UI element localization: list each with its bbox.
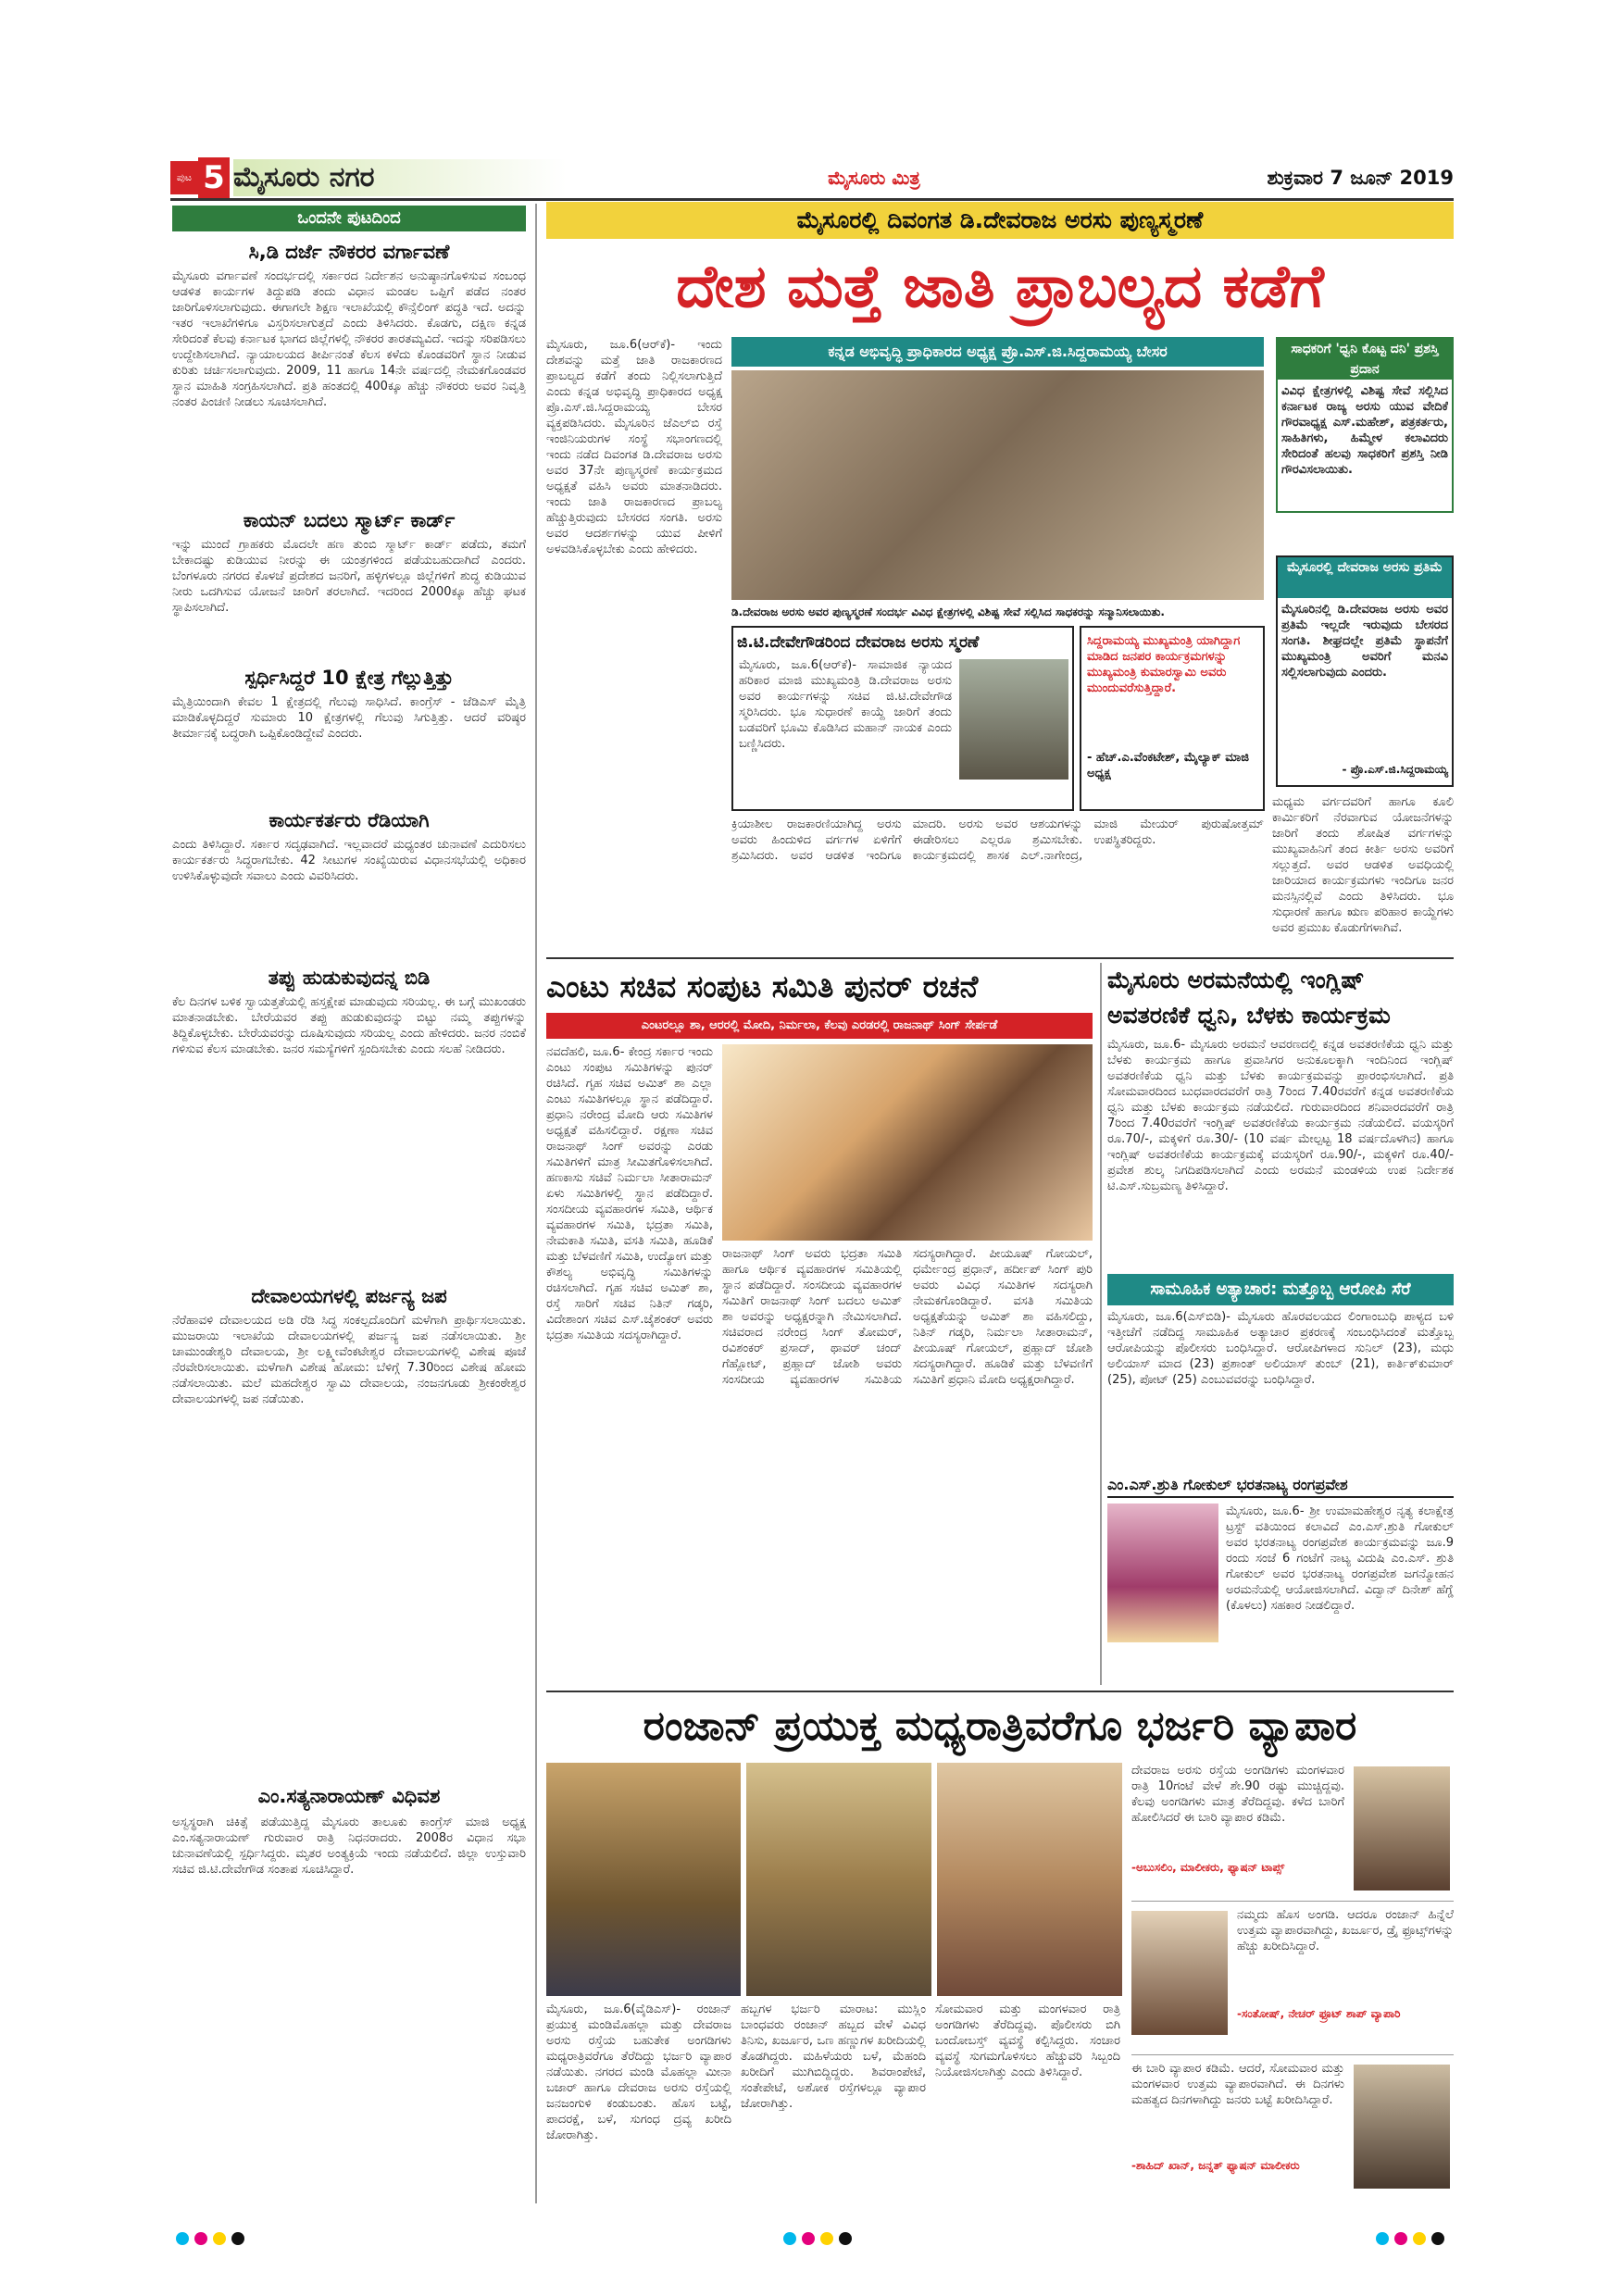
statue-body: ಮೈಸೂರಿನಲ್ಲಿ ಡಿ.ದೇವರಾಜ ಅರಸು ಅವರ ಪ್ರತಿಮೆ ಇಲ್ಲದೇ ಇರುವುದು ಬೇಸರದ ಸಂಗತಿ. ಶೀಘ್ರದಲ್ಲೇ ಪ್ರತಿಮೆ ಸ್ಥಾಪನೆಗೆ ಮುಖ್ಯಮಂತ್ರಿ ಅವರಿಗೆ ಮನವಿ ಸಲ್ಲಿಸಲಾಗುವುದು ಎಂದರು. (1281, 603, 1448, 680)
page-label: ಪುಟ (170, 161, 198, 194)
award-title: ಸಾಧಕರಿಗೆ 'ಧ್ವನಿ ಕೊಟ್ಟ ದನಿ' ಪ್ರಶಸ್ತಿ ಪ್ರದಾನ (1278, 339, 1452, 380)
top-story-banner: ಕನ್ನಡ ಅಭಿವೃದ್ಧಿ ಪ್ರಾಧಿಕಾರದ ಅಧ್ಯಕ್ಷ ಪ್ರೊ.ಎಸ್.ಜಿ.ಸಿದ್ದರಾಮಯ್ಯ ಬೇಸರ (731, 337, 1264, 367)
statue-attribution: - ಪ್ರೊ.ಎಸ್.ಜಿ.ಸಿದ್ದರಾಮಯ್ಯ (1342, 763, 1448, 776)
top-story-body-mid: ಕ್ರಿಯಾಶೀಲ ರಾಜಕಾರಣಿಯಾಗಿದ್ದ ಅರಸು ಅವರು ಹಿಂದುಳಿದ ವರ್ಗಗಳ ಏಳಿಗೆಗೆ ಶ್ರಮಿಸಿದರು. ಅವರ ಆಡಳಿತ ಇಂದಿಗೂ ಮಾದರಿ. ಅರಸು ಅವರ ಆಶಯಗಳನ್ನು ಈಡೇರಿಸಲು ಎಲ್ಲರೂ ಶ್ರಮಿಸಬೇಕು. ಕಾರ್ಯಕ್ರಮದಲ್ಲಿ ಶಾಸಕ ಎಲ್.ನಾಗೇಂದ್ರ, ಮಾಜಿ ಮೇಯರ್ ಪುರುಷೋತ್ತಮ್ ಉಪಸ್ಥಿತರಿದ್ದರು. (731, 817, 1264, 863)
assault-body: ಮೈಸೂರು, ಜೂ.6(ಎಸ್‌ಬಿಡಿ)- ಮೈಸೂರು ಹೊರವಲಯದ ಲಿಂಗಾಂಬುಧಿ ಪಾಳ್ಯದ ಬಳಿ ಇತ್ತೀಚೆಗೆ ನಡೆದಿದ್ದ ಸಾಮೂಹಿಕ ಅತ್ಯಾಚಾರ ಪ್ರಕರಣಕ್ಕೆ ಸಂಬಂಧಿಸಿದಂತೆ ಮತ್ತೊಬ್ಬ ಆರೋಪಿಯನ್ನು ಪೊಲೀಸರು ಬಂಧಿಸಿದ್ದಾರೆ. ಆರೋಪಿಗಳಾದ ಸುನಿಲ್ (23), ಮಧು ಅಲಿಯಾಸ್ ಮಾದ (23) ಪ್ರಶಾಂತ್ ಅಲಿಯಾಸ್ ತುಂಬ್ (21), ಕಾರ್ತಿಕ್‌ಕುಮಾರ್ (25), ಪೋಟ್ (25) ಎಂಬುವವರನ್ನು ಬಂಧಿಸಿದ್ದಾರೆ. (1107, 1310, 1454, 1387)
headline-seats: ಸ್ಪರ್ಧಿಸಿದ್ದರೆ 10 ಕ್ಷೇತ್ರ ಗೆಲ್ಲುತ್ತಿತ್ತು (244, 667, 454, 689)
dancer-photo (1107, 1504, 1218, 1642)
palace-headline: ಮೈಸೂರು ಅರಮನೆಯಲ್ಲಿ ಇಂಗ್ಲಿಷ್ ಅವತರಣಿಕೆ ಧ್ವನಿ, ಬೆಳಕು ಕಾರ್ಯಕ್ರಮ (1107, 967, 1391, 1029)
ceremony-photo-caption: ಡಿ.ದೇವರಾಜ ಅರಸು ಅವರ ಪುಣ್ಯಸ್ಮರಣೆ ಸಂದರ್ಭ ವಿವಿಧ ಕ್ಷೇತ್ರಗಳಲ್ಲಿ ವಿಶಿಷ್ಟ ಸೇವೆ ಸಲ್ಲಿಸಿದ ಸಾಧಕರನ್ನು ಸನ್ಮಾನಿಸಲಾಯಿತು. (731, 605, 1165, 618)
ramzan-col3: ಸೋಮವಾರ ಮತ್ತು ಮಂಗಳವಾರ ರಾತ್ರಿ ಅಂಗಡಿಗಳು ತೆರೆದಿದ್ದವು. ಪೊಲೀಸರು ಬಿಗಿ ಬಂದೋಬಸ್ತ್ ವ್ಯವಸ್ಥೆ ಕಲ್ಪಿಸಿದ್ದರು. ಸಂಚಾರ ವ್ಯವಸ್ಥೆ ಸುಗಮಗೊಳಿಸಲು ಹೆಚ್ಚುವರಿ ಸಿಬ್ಬಂದಿ ನಿಯೋಜಿಸಲಾಗಿತ್ತು ಎಂದು ತಿಳಿಸಿದ್ದಾರೆ. (935, 2003, 1120, 2079)
body-temples: ನೆರೆಹಾವಳಿ ದೇವಾಲಯದ ಅಡಿ ರೆಡಿ ಸಿದ್ಧ ಸಂಕಲ್ಪದೊಂದಿಗೆ ಮಳೆಗಾಗಿ ಪ್ರಾರ್ಥಿಸಲಾಯಿತು. ಮುಜರಾಯಿ ಇಲಾಖೆಯ ದೇವಾಲಯಗಳಲ್ಲಿ ಪರ್ಜನ್ಯ ಜಪ ನಡೆಸಲಾಯಿತು. ಶ್ರೀ ಚಾಮುಂಡೇಶ್ವರಿ ದೇವಾಲಯ, ಶ್ರೀ ಲಕ್ಷ್ಮೀವೆಂಕಟೇಶ್ವರ ದೇವಾಲಯಗಳಲ್ಲಿ ವಿಶೇಷ ಪೂಜೆ ನೆರವೇರಿಸಲಾಯಿತು. ಮಳೆಗಾಗಿ ವಿಶೇಷ ಹೋಮ: ಬೆಳಿಗ್ಗೆ 7.30ರಿಂದ ವಿಶೇಷ ಹೋಮ ನಡೆಸಲಾಯಿತು. ಮಲೆ ಮಹದೇಶ್ವರ ಸ್ವಾಮಿ ದೇವಾಲಯ, ನಂಜನಗೂಡು ಶ್ರೀಕಂಠೇಶ್ವರ ದೇವಾಲಯಗಳಲ್ಲಿ ಜಪ ನಡೆಯಿತು. (172, 1314, 526, 1406)
award-box (1276, 337, 1454, 513)
ramzan-col2: ಹಬ್ಬಗಳ ಭರ್ಜರಿ ಮಾರಾಟ: ಮುಸ್ಲಿಂ ಬಾಂಧವರು ರಂಜಾನ್ ಹಬ್ಬದ ವೇಳೆ ವಿವಿಧ ತಿನಿಸು, ಖರ್ಜೂರ, ಒಣ ಹಣ್ಣುಗಳ ಖರೀದಿಯಲ್ಲಿ ತೊಡಗಿದ್ದರು. ಮಹಿಳೆಯರು ಬಳೆ, ಮೆಹಂದಿ ಖರೀದಿಗೆ ಮುಗಿಬಿದ್ದಿದ್ದರು. ಶಿವರಾಂಪೇಟೆ, ಸಂತೇಪೇಟೆ, ಅಶೋಕ ರಸ್ತೆಗಳಲ್ಲೂ ವ್ಯಾಪಾರ ಜೋರಾಗಿತ್ತು. (741, 2003, 926, 2111)
body-seats: ಮೈತ್ರಿಯಿಂದಾಗಿ ಕೇವಲ 1 ಕ್ಷೇತ್ರದಲ್ಲಿ ಗೆಲುವು ಸಾಧಿಸಿದೆ. ಕಾಂಗ್ರೆಸ್ - ಜೆಡಿಎಸ್ ಮೈತ್ರಿ ಮಾಡಿಕೊಳ್ಳದಿದ್ದರೆ ಸುಮಾರು 10 ಕ್ಷೇತ್ರಗಳಲ್ಲಿ ಗೆಲುವು ಸಿಗುತ್ತಿತ್ತು. ಆದರೆ ವರಿಷ್ಠರ ತೀರ್ಮಾನಕ್ಕೆ ಬದ್ಧರಾಗಿ ಒಪ್ಪಿಕೊಂಡಿದ್ದೇವೆ ಎಂದರು. (172, 695, 526, 741)
dance-body: ಮೈಸೂರು, ಜೂ.6- ಶ್ರೀ ಉಮಾಮಹೇಶ್ವರ ನೃತ್ಯ ಕಲಾಕ್ಷೇತ್ರ ಟ್ರಸ್ಟ್ ವತಿಯಿಂದ ಕಲಾವಿದೆ ಎಂ.ಎಸ್.ಶ್ರುತಿ ಗೋಕುಲ್ ಅವರ ಭರತನಾಟ್ಯ ರಂಗಪ್ರವೇಶ ಕಾರ್ಯಕ್ರಮವನ್ನು ಜೂ.9 ರಂದು ಸಂಜೆ 6 ಗಂಟೆಗೆ ನಾಟ್ಯ ವಿದುಷಿ ಎಂ.ಎಸ್. ಶ್ರುತಿ ಗೋಕುಲ್ ಅವರ ಭರತನಾಟ್ಯ ರಂಗಪ್ರವೇಶ ಜಗನ್ಮೋಹನ ಅರಮನೆಯಲ್ಲಿ ಆಯೋಜಿಸಲಾಗಿದೆ. ವಿದ್ವಾನ್ ದಿನೇಶ್ ಹೆಗ್ಡೆ (ಕೊಳಲು) ಸಹಕಾರ ನೀಡಲಿದ್ದಾರೆ. (1226, 1504, 1454, 1613)
page-number: 5 (198, 157, 230, 198)
registration-marks-center (783, 2231, 894, 2250)
vendor-quote-1 (1131, 1763, 1454, 1902)
left-column (172, 204, 526, 2203)
cabinet-body-left: ನವದೆಹಲಿ, ಜೂ.6- ಕೇಂದ್ರ ಸರ್ಕಾರ ಇಂದು ಎಂಟು ಸಂಪುಟ ಸಮಿತಿಗಳನ್ನು ಪುನರ್ ರಚಿಸಿದೆ. ಗೃಹ ಸಚಿವ ಅಮಿತ್ ಶಾ ಎಲ್ಲಾ ಎಂಟು ಸಮಿತಿಗಳಲ್ಲೂ ಸ್ಥಾನ ಪಡೆದಿದ್ದಾರೆ. ಪ್ರಧಾನಿ ನರೇಂದ್ರ ಮೋದಿ ಆರು ಸಮಿತಿಗಳ ಅಧ್ಯಕ್ಷತೆ ವಹಿಸಲಿದ್ದಾರೆ. ರಕ್ಷಣಾ ಸಚಿವ ರಾಜನಾಥ್ ಸಿಂಗ್ ಅವರನ್ನು ಎರಡು ಸಮಿತಿಗಳಿಗೆ ಮಾತ್ರ ಸೀಮಿತಗೊಳಿಸಲಾಗಿದೆ. ಹಣಕಾಸು ಸಚಿವೆ ನಿರ್ಮಲಾ ಸೀತಾರಾಮನ್ ಏಳು ಸಮಿತಿಗಳಲ್ಲಿ ಸ್ಥಾನ ಪಡೆದಿದ್ದಾರೆ. ಸಂಸದೀಯ ವ್ಯವಹಾರಗಳ ಸಮಿತಿ, ಆರ್ಥಿಕ ವ್ಯವಹಾರಗಳ ಸಮಿತಿ, ಭದ್ರತಾ ಸಮಿತಿ, ನೇಮಕಾತಿ ಸಮಿತಿ, ವಸತಿ ಸಮಿತಿ, ಹೂಡಿಕೆ ಮತ್ತು ಬೆಳವಣಿಗೆ ಸಮಿತಿ, ಉದ್ಯೋಗ ಮತ್ತು ಕೌಶಲ್ಯ ಅಭಿವೃದ್ಧಿ ಸಮಿತಿಗಳನ್ನು ರಚಿಸಲಾಗಿದೆ. ಗೃಹ ಸಚಿವ ಅಮಿತ್ ಶಾ, ರಸ್ತೆ ಸಾರಿಗೆ ಸಚಿವ ನಿತಿನ್ ಗಡ್ಕರಿ, ವಿದೇಶಾಂಗ ಸಚಿವ ಎಸ್.ಜೈಶಂಕರ್ ಅವರು ಭದ್ರತಾ ಸಮಿತಿಯ ಸದಸ್ಯರಾಗಿದ್ದಾರೆ. (546, 1045, 713, 1342)
dance-headline: ಎಂ.ಎಸ್.ಶ್ರುತಿ ಗೋಕುಲ್ ಭರತನಾಟ್ಯ ರಂಗಪ್ರವೇಶ (1107, 1472, 1454, 1498)
award-body: ವಿವಿಧ ಕ್ಷೇತ್ರಗಳಲ್ಲಿ ವಿಶಿಷ್ಟ ಸೇವೆ ಸಲ್ಲಿಸಿದ ಕರ್ನಾಟಕ ರಾಜ್ಯ ಅರಸು ಯುವ ವೇದಿಕೆ ಗೌರವಾಧ್ಯಕ್ಷ ಎಸ್.ಮಹೇಶ್, ಪತ್ರಕರ್ತರು, ಸಾಹಿತಿಗಳು, ಹಿಮ್ಮೇಳ ಕಲಾವಿದರು ಸೇರಿದಂತೆ ಹಲವು ಸಾಧಕರಿಗೆ ಪ್ರಶಸ್ತಿ ನೀಡಿ ಗೌರವಿಸಲಾಯಿತು. (1281, 384, 1448, 477)
sub-story-headline: ಜಿ.ಟಿ.ದೇವೇಗೌಡರಿಂದ ದೇವರಾಜ ಅರಸು ಸ್ಮರಣೆ (737, 633, 980, 652)
palace-story (1107, 963, 1454, 1268)
vendor-quote-3-attr: -ಶಾಹಿದ್ ಖಾನ್, ಜನ್ನತ್ ಫ್ಯಾಷನ್ ಮಾಲೀಕರು (1131, 2159, 1300, 2172)
headline-workers: ಕಾರ್ಯಕರ್ತರು ರೆಡಿಯಾಗಿ (269, 809, 430, 831)
headline-transfer: ಸಿ,ಡಿ ದರ್ಜೆ ನೌಕರರ ವರ್ಗಾವಣೆ (248, 241, 450, 263)
body-transfer: ಮೈಸೂರು ವರ್ಗಾವಣೆ ಸಂದರ್ಭದಲ್ಲಿ ಸರ್ಕಾರದ ನಿರ್ದೇಶನ ಅನುಷ್ಠಾನಗೊಳಿಸುವ ಸಂಬಂಧ ಆಡಳಿತ ಕಾರ್ಯಗಳ ತಿದ್ದುಪಡಿ ತಂದು ವಿಧಾನ ಮಂಡಲ ಒಪ್ಪಿಗೆ ಪಡೆದ ನಂತರ ಜಾರಿಗೊಳಿಸಲಾಗುವುದು. ಈಗಾಗಲೇ ಶಿಕ್ಷಣ ಇಲಾಖೆಯಲ್ಲಿ ಕೌನ್ಸೆಲಿಂಗ್ ಪದ್ಧತಿ ಇದೆ. ಅದನ್ನು ಇತರ ಇಲಾಖೆಗಳಿಗೂ ವಿಸ್ತರಿಸಲಾಗುತ್ತದೆ ಎಂದು ತಿಳಿಸಿದರು. ಕೊಡಗು, ದಕ್ಷಿಣ ಕನ್ನಡ ಸೇರಿದಂತೆ ಕೆಲವು ಕರ್ನಾಟಕ ಭಾಗದ ಜಿಲ್ಲೆಗಳಲ್ಲಿ ನೌಕರರ ತಾರತಮ್ಯವಿದೆ. ಇದನ್ನು ಸರಿಪಡಿಸಲು ಉದ್ದೇಶಿಸಲಾಗಿದೆ. ನ್ಯಾಯಾಲಯದ ತೀರ್ಪಿನಂತೆ ಕೆಲಸ ಕಳೆದು ಕೊಂಡವರಿಗೆ ಸ್ಥಾನ ನೀಡುವ ಕುರಿತು ಚರ್ಚಿಸಲಾಗುವುದು. 2009, 11 ಹಾಗೂ 14ನೇ ವರ್ಷದಲ್ಲಿ ನೇಮಕಗೊಂಡವರ ಸ್ಥಾನ ಮಾಹಿತಿ ಸಂಗ್ರಹಿಸಲಾಗಿದೆ. ಪ್ರತಿ ಹಂತದಲ್ಲಿ 400ಕ್ಕೂ ಹೆಚ್ಚು ನೌಕರರು ಅವರ ನಿವೃತ್ತಿ ನಂತರ ಪಿಂಚಣಿ ನೀಡಲು ಸೂಚಿಸಲಾಗಿದೆ. (172, 269, 526, 409)
top-story-kicker: ಮೈಸೂರಲ್ಲಿ ದಿವಂಗತ ಡಿ.ದೇವರಾಜ ಅರಸು ಪುಣ್ಯಸ್ಮರಣೆ (546, 202, 1454, 239)
body-mistakes: ಕೆಲ ದಿನಗಳ ಬಳಿಕ ಸ್ವಾಯತ್ತತೆಯಲ್ಲಿ ಹಸ್ತಕ್ಷೇಪ ಮಾಡುವುದು ಸರಿಯಲ್ಲ. ಈ ಬಗ್ಗೆ ಮುಖಂಡರು ಮಾತನಾಡಬೇಕು. ಬೇರೆಯವರ ತಪ್ಪು ಹುಡುಕುವುದನ್ನು ಬಿಟ್ಟು ನಮ್ಮ ತಪ್ಪುಗಳನ್ನು ತಿದ್ದಿಕೊಳ್ಳಬೇಕು. ಬೇರೆಯವರನ್ನು ದೂಷಿಸುವುದು ಸರಿಯಲ್ಲ ಎಂದು ಹೇಳಿದರು. ಜನರ ನಂಬಿಕೆ ಗಳಿಸುವ ಕೆಲಸ ಮಾಡಬೇಕು. ಜನರ ಸಮಸ್ಯೆಗಳಿಗೆ ಸ್ಪಂದಿಸಬೇಕು ಎಂದು ಸಲಹೆ ನೀಡಿದರು. (172, 995, 526, 1056)
vendor-quote-2-attr: -ಸಂತೋಷ್, ನೇಚರ್ ಫ್ರೂಟ್ ಶಾಪ್ ವ್ಯಾಪಾರಿ (1237, 2007, 1401, 2020)
section-title: ಮೈಸೂರು ನಗರ (233, 159, 567, 196)
registration-marks-right (1376, 2231, 1487, 2250)
shop-photo-1 (546, 1763, 741, 1996)
top-story-body-left: ಮೈಸೂರು, ಜೂ.6(ಆರ್‌ಕೆ)- ಇಂದು ದೇಶವನ್ನು ಮತ್ತೆ ಜಾತಿ ರಾಜಕಾರಣದ ಪ್ರಾಬಲ್ಯದ ಕಡೆಗೆ ತಂದು ನಿಲ್ಲಿಸಲಾಗುತ್ತಿದೆ ಎಂದು ಕನ್ನಡ ಅಭಿವೃದ್ಧಿ ಪ್ರಾಧಿಕಾರದ ಅಧ್ಯಕ್ಷ ಪ್ರೊ.ಎಸ್.ಜಿ.ಸಿದ್ದರಾಮಯ್ಯ ಬೇಸರ ವ್ಯಕ್ತಪಡಿಸಿದರು. ಮೈಸೂರಿನ ಜೆಎಲ್‌ಬಿ ರಸ್ತೆ ಇಂಜಿನಿಯರುಗಳ ಸಂಸ್ಥೆ ಸಭಾಂಗಣದಲ್ಲಿ ಇಂದು ನಡೆದ ದಿವಂಗತ ಡಿ.ದೇವರಾಜ ಅರಸು ಅವರ 37ನೇ ಪುಣ್ಯಸ್ಮರಣೆ ಕಾರ್ಯಕ್ರಮದ ಅಧ್ಯಕ್ಷತೆ ವಹಿಸಿ ಅವರು ಮಾತನಾಡಿದರು. ಇಂದು ಜಾತಿ ರಾಜಕಾರಣದ ಪ್ರಾಬಲ್ಯ ಹೆಚ್ಚುತ್ತಿರುವುದು ಬೇಸರದ ಸಂಗತಿ. ಅರಸು ಅವರ ಆದರ್ಶಗಳನ್ನು ಯುವ ಪೀಳಿಗೆ ಅಳವಡಿಸಿಕೊಳ್ಳಬೇಕು ಎಂದು ಹೇಳಿದರು. (546, 338, 722, 556)
quote-attribution: - ಹೆಚ್.ಎ.ವೆಂಕಟೇಶ್, ಮೈಲ್ಯಾಕ್ ಮಾಜಿ ಅಧ್ಯಕ್ಷ (1087, 751, 1249, 780)
headline-temples: ದೇವಾಲಯಗಳಲ್ಲಿ ಪರ್ಜನ್ಯ ಜಪ (251, 1285, 447, 1307)
quote-box (1080, 626, 1265, 811)
dance-story (1107, 1472, 1454, 1683)
minister-portrait (959, 659, 1068, 780)
cabinet-deck: ಎಂಟರಲ್ಲೂ ಶಾ, ಆರರಲ್ಲಿ ಮೋದಿ, ನಿರ್ಮಲಾ, ಕೆಲವು ಎರಡರಲ್ಲಿ ರಾಜನಾಥ್ ಸಿಂಗ್ ಸೇರ್ಪಡೆ (546, 1013, 1093, 1039)
top-story-headline: ದೇಶ ಮತ್ತೆ ಜಾತಿ ಪ್ರಾಬಲ್ಯದ ಕಡೆಗೆ (676, 253, 1324, 321)
header-rule (170, 198, 1454, 201)
body-smart-card: ಇನ್ನು ಮುಂದೆ ಗ್ರಾಹಕರು ಮೊದಲೇ ಹಣ ತುಂಬಿ ಸ್ಮಾರ್ಟ್ ಕಾರ್ಡ್ ಪಡೆದು, ತಮಗೆ ಬೇಕಾದಷ್ಟು ಕುಡಿಯುವ ನೀರನ್ನು ಈ ಯಂತ್ರಗಳಿಂದ ಪಡೆಯಬಹುದಾಗಿದೆ ಎಂದರು. ಬೆಂಗಳೂರು ನಗರದ ಕೊಳಚೆ ಪ್ರದೇಶದ ಜನರಿಗೆ, ಹಳ್ಳಿಗಳಲ್ಲೂ ಜಿಲ್ಲೆಗಳಿಗೆ ಶುದ್ಧ ಕುಡಿಯುವ ನೀರು ಒದಗಿಸುವ ಯೋಜನೆ ಜಾರಿಗೆ ತರಲಾಗಿದೆ. ಇದರಿಂದ 2000ಕ್ಕೂ ಹೆಚ್ಚು ಘಟಕ ಸ್ಥಾಪಿಸಲಾಗಿದೆ. (172, 538, 526, 615)
vendor-quote-2-text: ನಮ್ಮದು ಹೊಸ ಅಂಗಡಿ. ಆದರೂ ರಂಜಾನ್ ಹಿನ್ನೆಲೆ ಉತ್ತಮ ವ್ಯಾಪಾರವಾಗಿದ್ದು, ಖರ್ಜೂರ, ಡ್ರೈ ಫ್ರೂಟ್ಸ್‌ಗಳನ್ನು ಹೆಚ್ಚು ಖರೀದಿಸಿದ್ದಾರೆ. (1237, 1908, 1454, 1953)
vendor-quote-3 (1131, 2061, 1454, 2200)
top-story-bottom-rule (546, 957, 1454, 959)
ramzan-top-rule (546, 1691, 1454, 1692)
masthead: ಮೈಸೂರು ಮಿತ್ರ (828, 167, 920, 189)
quote-text: ಸಿದ್ದರಾಮಯ್ಯ ಮುಖ್ಯಮಂತ್ರಿ ಯಾಗಿದ್ದಾಗ ಮಾಡಿದ ಜನಪರ ಕಾರ್ಯಕ್ರಮಗಳನ್ನು ಮುಖ್ಯಮಂತ್ರಿ ಕುಮಾರಸ್ವಾಮಿ ಅವರು ಮುಂದುವರೆಸುತ್ತಿದ್ದಾರೆ. (1087, 634, 1241, 695)
assault-headline: ಸಾಮೂಹಿಕ ಅತ್ಯಾಚಾರ: ಮತ್ತೊಬ್ಬ ಆರೋಪಿ ಸೆರೆ (1107, 1274, 1454, 1305)
vendor-portrait-2 (1131, 1911, 1228, 2035)
statue-title: ಮೈಸೂರಲ್ಲಿ ದೇವರಾಜ ಅರಸು ಪ್ರತಿಮೆ (1278, 557, 1452, 598)
cabinet-body-mid: ರಾಜನಾಥ್ ಸಿಂಗ್ ಅವರು ಭದ್ರತಾ ಸಮಿತಿ ಹಾಗೂ ಆರ್ಥಿಕ ವ್ಯವಹಾರಗಳ ಸಮಿತಿಯಲ್ಲಿ ಸ್ಥಾನ ಪಡೆದಿದ್ದಾರೆ. ಸಂಸದೀಯ ವ್ಯವಹಾರಗಳ ಸಮಿತಿಗೆ ರಾಜನಾಥ್ ಸಿಂಗ್ ಬದಲು ಅಮಿತ್ ಶಾ ಅವರನ್ನು ಅಧ್ಯಕ್ಷರನ್ನಾಗಿ ನೇಮಿಸಲಾಗಿದೆ. ಸಚಿವರಾದ ನರೇಂದ್ರ ಸಿಂಗ್ ತೋಮರ್, ರವಿಶಂಕರ್ ಪ್ರಸಾದ್, ಥಾವರ್ ಚಂದ್ ಗೆಹ್ಲೋಟ್, ಪ್ರಹ್ಲಾದ್ ಜೋಶಿ ಅವರು ಸಂಸದೀಯ ವ್ಯವಹಾರಗಳ ಸಮಿತಿಯ ಸದಸ್ಯರಾಗಿದ್ದಾರೆ. ಪೀಯೂಷ್ ಗೋಯಲ್, ಧರ್ಮೇಂದ್ರ ಪ್ರಧಾನ್, ಹರ್ದೀಪ್ ಸಿಂಗ್ ಪುರಿ ಅವರು ವಿವಿಧ ಸಮಿತಿಗಳ ಸದಸ್ಯರಾಗಿ ನೇಮಕಗೊಂಡಿದ್ದಾರೆ. ವಸತಿ ಸಮಿತಿಯ ಅಧ್ಯಕ್ಷತೆಯನ್ನು ಅಮಿತ್ ಶಾ ವಹಿಸಲಿದ್ದು, ನಿತಿನ್ ಗಡ್ಕರಿ, ನಿರ್ಮಲಾ ಸೀತಾರಾಮನ್, ಪೀಯೂಷ್ ಗೋಯಲ್, ಪ್ರಹ್ಲಾದ್ ಜೋಶಿ ಸದಸ್ಯರಾಗಿದ್ದಾರೆ. ಹೂಡಿಕೆ ಮತ್ತು ಬೆಳವಣಿಗೆ ಸಮಿತಿಗೆ ಪ್ರಧಾನಿ ಮೋದಿ ಅಧ್ಯಕ್ಷರಾಗಿದ್ದಾರೆ. (722, 1247, 1093, 1387)
vendor-quote-1-attr: -ಅಬುಸಲಿಂ, ಮಾಲೀಕರು, ಫ್ಯಾಷನ್ ಟಾಪ್ಸ್ (1131, 1861, 1285, 1874)
headline-obituary: ಎಂ.ಸತ್ಯನಾರಾಯಣ್ ವಿಧಿವಶ (257, 1785, 441, 1807)
date-line: ಶುಕ್ರವಾರ 7 ಜೂನ್ 2019 (1267, 167, 1454, 189)
sub-story-body: ಮೈಸೂರು, ಜೂ.6(ಆರ್‌ಕೆ)- ಸಾಮಾಜಿಕ ನ್ಯಾಯದ ಹರಿಕಾರ ಮಾಜಿ ಮುಖ್ಯಮಂತ್ರಿ ಡಿ.ದೇವರಾಜ ಅರಸು ಅವರ ಕಾರ್ಯಗಳನ್ನು ಸಚಿವ ಜಿ.ಟಿ.ದೇವೇಗೌಡ ಸ್ಮರಿಸಿದರು. ಭೂ ಸುಧಾರಣೆ ಕಾಯ್ದೆ ಜಾರಿಗೆ ತಂದು ಬಡವರಿಗೆ ಭೂಮಿ ಕೊಡಿಸಿದ ಮಹಾನ್ ನಾಯಕ ಎಂದು ಬಣ್ಣಿಸಿದರು. (739, 658, 952, 751)
cabinet-headline: ಎಂಟು ಸಚಿವ ಸಂಪುಟ ಸಮಿತಿ ಪುನರ್ ರಚನೆ (546, 968, 979, 1004)
vendor-quote-1-text: ದೇವರಾಜ ಅರಸು ರಸ್ತೆಯ ಅಂಗಡಿಗಳು ಮಂಗಳವಾರ ರಾತ್ರಿ 10ಗಂಟೆ ವೇಳೆ ಶೇ.90 ರಷ್ಟು ಮುಚ್ಚಿದ್ದವು. ಕೆಲವು ಅಂಗಡಿಗಳು ಮಾತ್ರ ತೆರೆದಿದ್ದವು. ಕಳೆದ ಬಾರಿಗೆ ಹೋಲಿಸಿದರೆ ಈ ಬಾರಿ ವ್ಯಾಪಾರ ಕಡಿಮೆ. (1131, 1764, 1344, 1825)
shop-photo-2 (746, 1763, 931, 1996)
ceremony-photo (731, 370, 1264, 600)
ramzan-headline: ರಂಜಾನ್ ಪ್ರಯುಕ್ತ ಮಧ್ಯರಾತ್ರಿವರೆಗೂ ಭರ್ಜರಿ ವ್ಯಾಪಾರ (643, 1703, 1357, 1750)
statue-box (1276, 555, 1454, 787)
headline-mistakes: ತಪ್ಪು ಹುಡುಕುವುದನ್ನ ಬಿಡಿ (268, 967, 431, 989)
left-column-divider (535, 204, 537, 2203)
body-obituary: ಅಸ್ವಸ್ಥರಾಗಿ ಚಿಕಿತ್ಸೆ ಪಡೆಯುತ್ತಿದ್ದ ಮೈಸೂರು ತಾಲೂಕು ಕಾಂಗ್ರೆಸ್ ಮಾಜಿ ಅಧ್ಯಕ್ಷ ಎಂ.ಸತ್ಯನಾರಾಯಣ್ ಗುರುವಾರ ರಾತ್ರಿ ನಿಧನರಾದರು. 2008ರ ವಿಧಾನ ಸಭಾ ಚುನಾವಣೆಯಲ್ಲಿ ಸ್ಪರ್ಧಿಸಿದ್ದರು. ಮೃತರ ಅಂತ್ಯಕ್ರಿಯೆ ಇಂದು ನಡೆಯಲಿದೆ. ಜಿಲ್ಲಾ ಉಸ್ತುವಾರಿ ಸಚಿವ ಜಿ.ಟಿ.ದೇವೇಗೌಡ ಸಂತಾಪ ಸೂಚಿಸಿದ್ದಾರೆ. (172, 1816, 526, 1877)
vendor-portrait-3 (1354, 2065, 1450, 2189)
body-workers: ಎಂದು ತಿಳಿಸಿದ್ದಾರೆ. ಸರ್ಕಾರ ಸದೃಢವಾಗಿದೆ. ಇಲ್ಲವಾದರೆ ಮಧ್ಯಂತರ ಚುನಾವಣೆ ಎದುರಿಸಲು ಕಾರ್ಯಕರ್ತರು ಸಿದ್ಧರಾಗಬೇಕು. 42 ಸೀಟುಗಳ ಸಂಖ್ಯೆಯಿರುವ ವಿಧಾನಸಭೆಯಲ್ಲಿ ಅಧಿಕಾರ ಉಳಿಸಿಕೊಳ್ಳುವುದೇ ಸವಾಲು ಎಂದು ವಿವರಿಸಿದರು. (172, 838, 526, 883)
assault-story (1107, 1274, 1454, 1466)
continued-label: ಒಂದನೇ ಪುಟದಿಂದ (172, 206, 526, 231)
palace-body: ಮೈಸೂರು, ಜೂ.6- ಮೈಸೂರು ಅರಮನೆ ಆವರಣದಲ್ಲಿ ಕನ್ನಡ ಅವತರಣಿಕೆಯ ಧ್ವನಿ ಮತ್ತು ಬೆಳಕು ಕಾರ್ಯಕ್ರಮ ಹಾಗೂ ಪ್ರವಾಸಿಗರ ಅನುಕೂಲಕ್ಕಾಗಿ ಇಂದಿನಿಂದ ಇಂಗ್ಲಿಷ್ ಅವತರಣಿಕೆಯ ಧ್ವನಿ ಮತ್ತು ಬೆಳಕು ಕಾರ್ಯಕ್ರಮವನ್ನು ಪ್ರಾರಂಭಿಸಲಾಗಿದೆ. ಪ್ರತಿ ಸೋಮವಾರದಿಂದ ಬುಧವಾರದವರೆಗೆ ರಾತ್ರಿ 7ರಿಂದ 7.40ರವರೆಗೆ ಕನ್ನಡ ಅವತರಣಿಕೆಯ ಧ್ವನಿ ಮತ್ತು ಬೆಳಕು ಕಾರ್ಯಕ್ರಮ ನಡೆಯಲಿದೆ. ಗುರುವಾರದಿಂದ ಶನಿವಾರದವರೆಗೆ ರಾತ್ರಿ 7ರಿಂದ 7.40ರವರೆಗೆ ಇಂಗ್ಲಿಷ್ ಅವತರಣಿಕೆಯ ಕಾರ್ಯಕ್ರಮ ನಡೆಯಲಿದೆ. ವಯಸ್ಕರಿಗೆ ರೂ.70/-, ಮಕ್ಕಳಿಗೆ ರೂ.30/- (10 ವರ್ಷ ಮೇಲ್ಪಟ್ಟ 18 ವರ್ಷದೊಳಗಿನ) ಹಾಗೂ ಇಂಗ್ಲಿಷ್ ಅವತರಣಿಕೆಯ ಕಾರ್ಯಕ್ರಮಕ್ಕೆ ವಯಸ್ಕರಿಗೆ ರೂ.90/-, ಮಕ್ಕಳಿಗೆ ರೂ.40/- ಪ್ರವೇಶ ಶುಲ್ಕ ನಿಗದಿಪಡಿಸಲಾಗಿದೆ ಎಂದು ಅರಮನೆ ಮಂಡಳಿಯ ಉಪ ನಿರ್ದೇಶಕ ಟಿ.ಎಸ್.ಸುಬ್ರಮಣ್ಯ ತಿಳಿಸಿದ್ದಾರೆ. (1107, 1038, 1454, 1193)
cabinet-divider (1100, 963, 1102, 1685)
top-story-body-right: ಮಧ್ಯಮ ವರ್ಗದವರಿಗೆ ಹಾಗೂ ಕೂಲಿ ಕಾರ್ಮಿಕರಿಗೆ ನೆರವಾಗುವ ಯೋಜನೆಗಳನ್ನು ಜಾರಿಗೆ ತಂದು ಶೋಷಿತ ವರ್ಗಗಳನ್ನು ಮುಖ್ಯವಾಹಿನಿಗೆ ತಂದ ಕೀರ್ತಿ ಅರಸು ಅವರಿಗೆ ಸಲ್ಲುತ್ತದೆ. ಅವರ ಆಡಳಿತ ಅವಧಿಯಲ್ಲಿ ಜಾರಿಯಾದ ಕಾರ್ಯಕ್ರಮಗಳು ಇಂದಿಗೂ ಜನರ ಮನಸ್ಸಿನಲ್ಲಿವೆ ಎಂದು ತಿಳಿಸಿದರು. ಭೂ ಸುಧಾರಣೆ ಹಾಗೂ ಋಣ ಪರಿಹಾರ ಕಾಯ್ದೆಗಳು ಅವರ ಪ್ರಮುಖ ಕೊಡುಗೆಗಳಾಗಿವೆ. (1272, 795, 1454, 935)
shop-photo-3 (937, 1763, 1122, 1996)
vendor-quote-2 (1131, 1907, 1454, 2055)
vendor-portrait-1 (1354, 1766, 1450, 1890)
leaders-photo (722, 1044, 1093, 1241)
registration-marks-left (176, 2231, 287, 2250)
page-header (170, 157, 1454, 198)
ramzan-story (546, 1696, 1454, 2211)
ramzan-col1: ಮೈಸೂರು, ಜೂ.6(ವೈಡಿಎಸ್)- ರಂಜಾನ್ ಪ್ರಯುಕ್ತ ಮಂಡಿಮೊಹಲ್ಲಾ ಮತ್ತು ದೇವರಾಜ ಅರಸು ರಸ್ತೆಯ ಬಹುತೇಕ ಅಂಗಡಿಗಳು ಮಧ್ಯರಾತ್ರಿವರೆಗೂ ತೆರೆದಿದ್ದು ಭರ್ಜರಿ ವ್ಯಾಪಾರ ನಡೆಯಿತು. ನಗರದ ಮಂಡಿ ಮೊಹಲ್ಲಾ ಮೀನಾ ಬಜಾರ್ ಹಾಗೂ ದೇವರಾಜ ಅರಸು ರಸ್ತೆಯಲ್ಲಿ ಜನಜಂಗುಳಿ ಕಂಡುಬಂತು. ಹೊಸ ಬಟ್ಟೆ, ಪಾದರಕ್ಷೆ, ಬಳೆ, ಸುಗಂಧ ದ್ರವ್ಯ ಖರೀದಿ ಜೋರಾಗಿತ್ತು. (546, 2003, 731, 2142)
headline-smart-card: ಕಾಯನ್ ಬದಲು ಸ್ಮಾರ್ಟ್ ಕಾರ್ಡ್ (243, 509, 456, 531)
cabinet-story (546, 963, 1093, 1685)
sub-story-box (731, 626, 1074, 811)
vendor-quote-3-text: ಈ ಬಾರಿ ವ್ಯಾಪಾರ ಕಡಿಮೆ. ಆದರೆ, ಸೋಮವಾರ ಮತ್ತು ಮಂಗಳವಾರ ಉತ್ತಮ ವ್ಯಾಪಾರವಾಗಿದೆ. ಈ ದಿನಗಳು ಮಹತ್ವದ ದಿನಗಳಾಗಿದ್ದು ಜನರು ಬಟ್ಟೆ ಖರೀದಿಸಿದ್ದಾರೆ. (1131, 2062, 1344, 2107)
